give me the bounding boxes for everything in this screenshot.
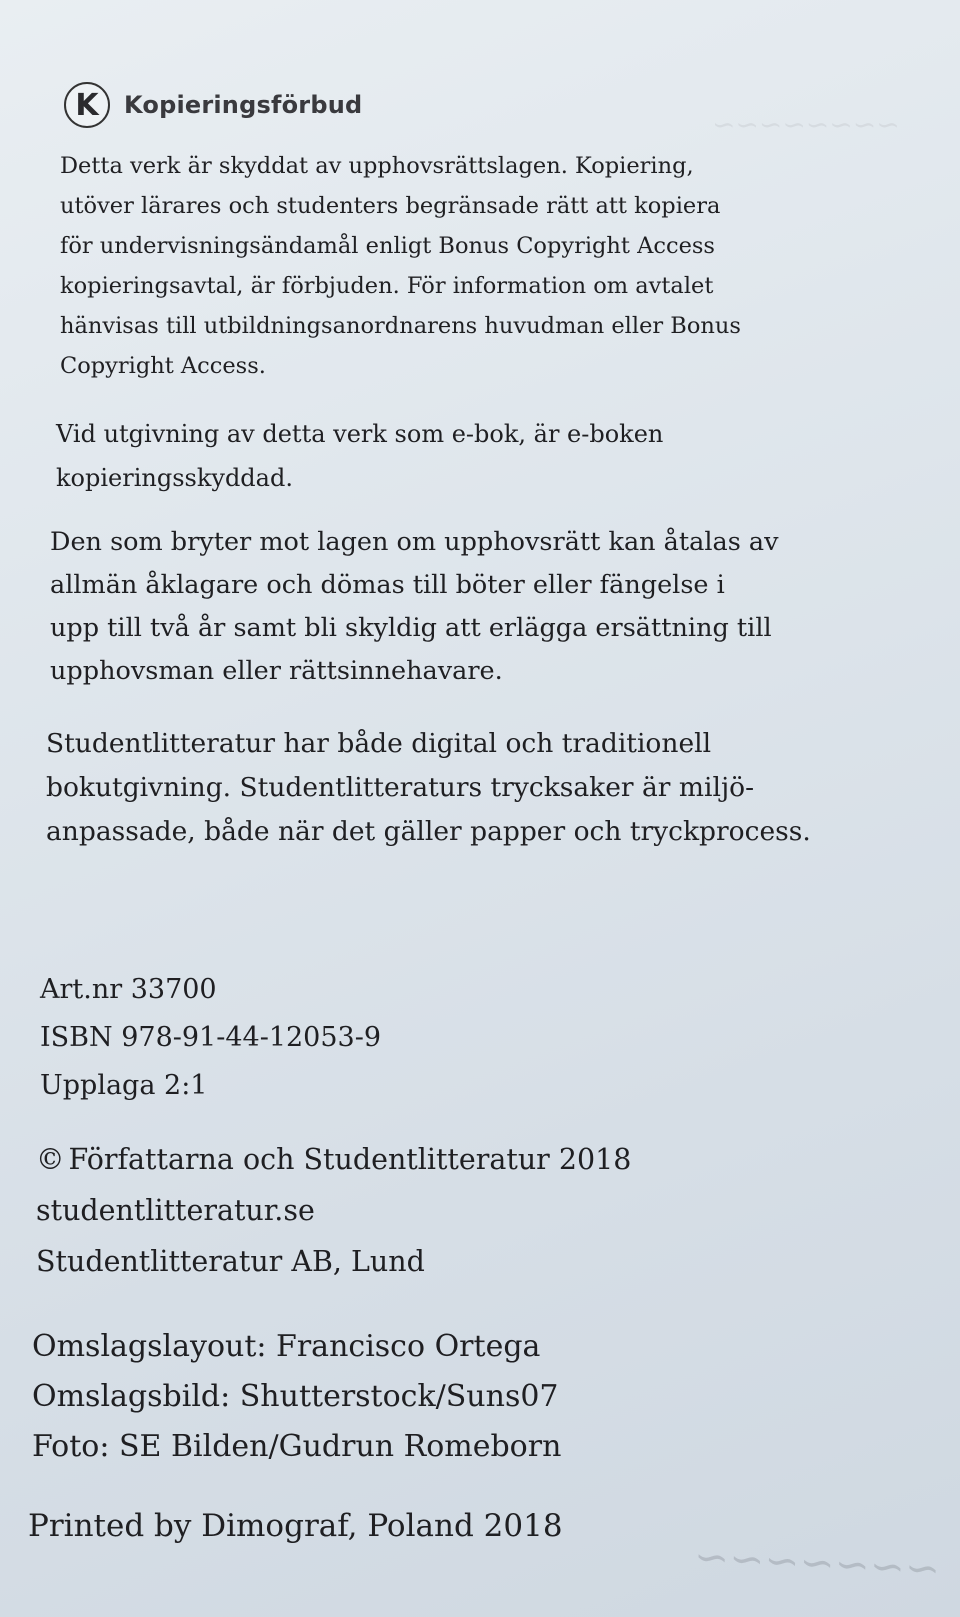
paragraph-line: kopieringsskyddad.: [56, 464, 293, 492]
paragraph-line: bokutgivning. Studentlitteraturs trycksaker är miljö-: [46, 772, 755, 803]
cover-layout-credit: Omslagslayout: Francisco Ortega: [32, 1329, 541, 1364]
paragraph-line: kopieringsavtal, är förbjuden. För information om avtalet: [60, 273, 714, 299]
isbn: ISBN 978-91-44-12053-9: [40, 1022, 382, 1053]
copyright-symbol: ©: [36, 1143, 65, 1176]
paragraph-line: Den som bryter mot lagen om upphovsrätt kan åtalas av: [50, 527, 779, 557]
copyright-line: [36, 1134, 631, 1185]
photo-credit: Foto: SE Bilden/Gudrun Romeborn: [32, 1429, 562, 1464]
notice-title: Kopieringsförbud: [124, 91, 363, 119]
copyright-holders: Författarna och Studentlitteratur 2018: [68, 1143, 632, 1176]
publisher-statement-paragraph: [46, 722, 811, 854]
paragraph-line: hänvisas till utbildningsanordnarens huvudman eller Bonus: [60, 313, 741, 339]
copyright-notice-paragraph: [60, 146, 741, 386]
paragraph-line: Vid utgivning av detta verk som e-bok, är e-boken: [56, 420, 664, 448]
paragraph-line: för undervisningsändamål enligt Bonus Copyright Access: [60, 233, 715, 259]
copyright-block: [36, 1134, 631, 1287]
show-through-text: ~~~~~~~~: [712, 108, 900, 141]
k-logo-icon: K: [64, 82, 110, 128]
image-credits: [32, 1322, 561, 1472]
paragraph-line: anpassade, både när det gäller papper och tryckprocess.: [46, 816, 811, 847]
show-through-logo: ~~~~~~~: [692, 1531, 942, 1594]
paragraph-line: Studentlitteratur har både digital och traditionell: [46, 728, 712, 759]
paragraph-line: upp till två år samt bli skyldig att erlägga ersättning till: [50, 613, 772, 643]
printer-line: Printed by Dimograf, Poland 2018: [28, 1508, 563, 1544]
penalty-notice-paragraph: [50, 521, 779, 693]
paragraph-line: allmän åklagare och dömas till böter eller fängelse i: [50, 570, 725, 600]
ebook-notice-paragraph: [56, 412, 663, 500]
cover-image-credit: Omslagsbild: Shutterstock/Suns07: [32, 1379, 559, 1414]
paragraph-line: Copyright Access.: [60, 353, 266, 379]
article-number: Art.nr 33700: [40, 974, 217, 1005]
edition: Upplaga 2:1: [40, 1070, 208, 1101]
copying-prohibition-header: [64, 82, 362, 128]
publisher-name: Studentlitteratur AB, Lund: [36, 1245, 425, 1278]
paragraph-line: upphovsman eller rättsinnehavare.: [50, 656, 503, 686]
paragraph-line: utöver lärares och studenters begränsade rätt att kopiera: [60, 193, 721, 219]
paragraph-line: Detta verk är skyddat av upphovsrättslagen. Kopiering,: [60, 153, 694, 179]
publisher-website: studentlitteratur.se: [36, 1194, 315, 1227]
book-identifiers: [40, 966, 381, 1110]
